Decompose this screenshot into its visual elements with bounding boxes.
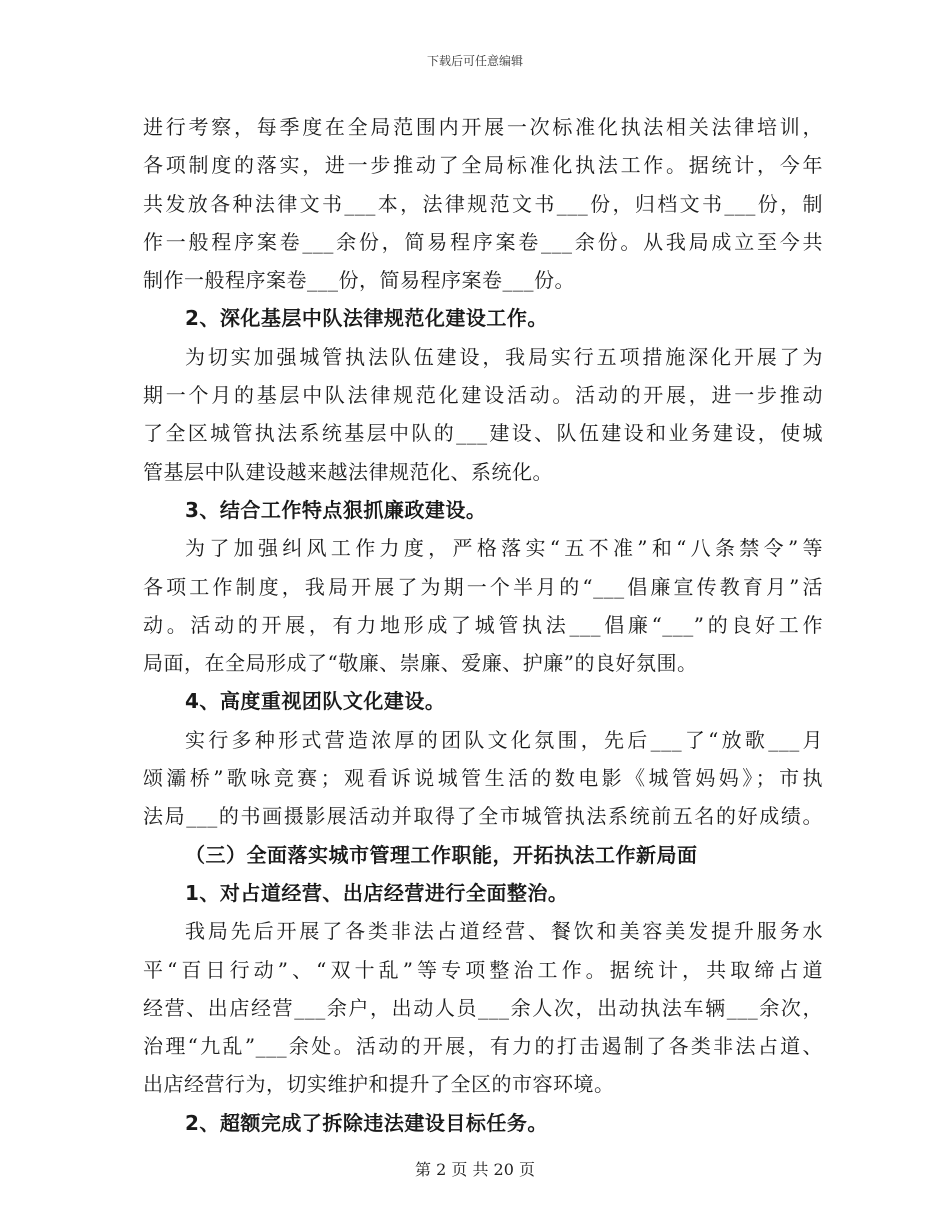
paragraph-line: 制作一般程序案卷___份，简易程序案卷___份。 <box>143 268 575 293</box>
paragraph-line: 治理“九乱”___余处。活动的开展，有力的打击遏制了各类非法占道、 <box>143 1034 823 1059</box>
paragraph-line: 各项工作制度，我局开展了为期一个半月的“___倡廉宣传教育月”活 <box>143 574 823 599</box>
paragraph-line: 进行考察，每季度在全局范围内开展一次标准化执法相关法律培训， <box>143 115 823 139</box>
paragraph-line: 了全区城管执法系统基层中队的___建设、队伍建设和业务建设，使城 <box>143 421 823 446</box>
paragraph-line: 动。活动的开展，有力地形成了城管执法___倡廉“___”的良好工作 <box>143 612 823 637</box>
paragraph-line: 管基层中队建设越来越法律规范化、系统化。 <box>143 459 553 484</box>
paragraph-line: 实行多种形式营造浓厚的团队文化氛围，先后___了“放歌___月 <box>185 727 823 752</box>
paragraph-line: 出店经营行为，切实维护和提升了全区的市容环境。 <box>143 1072 615 1097</box>
paragraph-line: 作一般程序案卷___余份，简易程序案卷___余份。从我局成立至今共 <box>143 229 823 254</box>
section-heading: 1、对占道经营、出店经营进行全面整治。 <box>185 880 569 905</box>
paragraph-line: 局面，在全局形成了“敬廉、崇廉、爱廉、护廉”的良好氛围。 <box>143 651 698 676</box>
chapter-heading: （三）全面落实城市管理工作职能，开拓执法工作新局面 <box>185 842 698 867</box>
paragraph-line: 平“百日行动”、“双十乱”等专项整治工作。据统计，共取缔占道 <box>143 957 823 982</box>
section-heading: 4、高度重视团队文化建设。 <box>185 689 446 714</box>
paragraph-line: 为了加强纠风工作力度，严格落实“五不准”和“八条禁令”等 <box>185 536 823 561</box>
section-heading: 2、深化基层中队法律规范化建设工作。 <box>185 306 548 331</box>
paragraph-line: 法局___的书画摄影展活动并取得了全市城管执法系统前五名的好成绩。 <box>143 804 823 829</box>
document-body <box>143 108 823 1142</box>
paragraph-line: 颂灞桥”歌咏竞赛；观看诉说城管生活的数电影《城管妈妈》；市执 <box>143 766 823 791</box>
page-header: 下载后可任意编辑 <box>426 54 523 68</box>
paragraph-line: 为切实加强城管执法队伍建设，我局实行五项措施深化开展了为 <box>185 344 823 369</box>
page-footer: 第 2 页 共 20 页 <box>415 1160 535 1179</box>
paragraph-line: 我局先后开展了各类非法占道经营、餐饮和美容美发提升服务水 <box>185 919 823 944</box>
paragraph-line: 期一个月的基层中队法律规范化建设活动。活动的开展，进一步推动 <box>143 383 823 408</box>
paragraph-line: 经营、出店经营___余户，出动人员___余人次，出动执法车辆___余次， <box>143 995 823 1020</box>
section-heading: 3、结合工作特点狠抓廉政建设。 <box>185 497 487 522</box>
section-heading: 2、超额完成了拆除违法建设目标任务。 <box>185 1110 548 1135</box>
paragraph-line: 各项制度的落实，进一步推动了全局标准化执法工作。据统计，今年 <box>143 153 823 178</box>
paragraph-line: 共发放各种法律文书___本，法律规范文书___份，归档文书___份，制 <box>143 191 823 216</box>
